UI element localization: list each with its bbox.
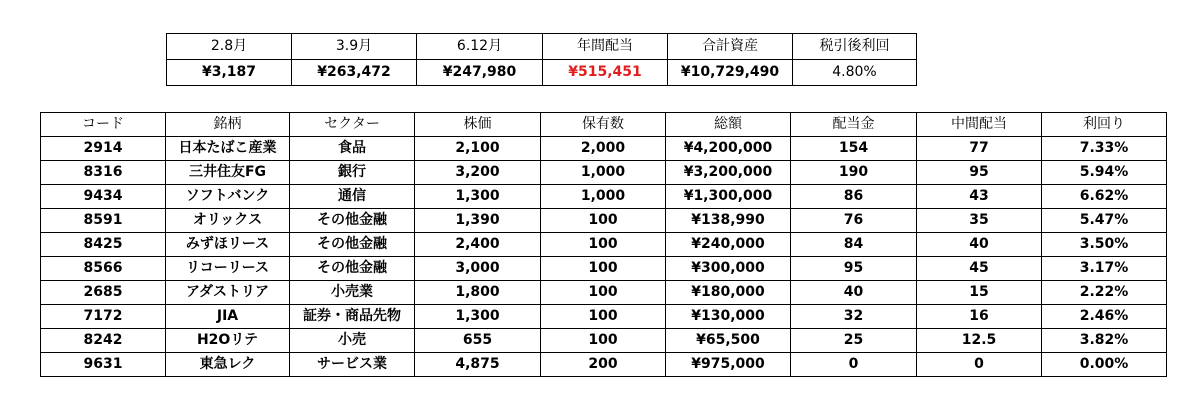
name-cell: 日本たばこ産業 [166, 137, 290, 161]
shares-cell: 100 [541, 329, 666, 353]
sector-cell: その他金融 [290, 233, 415, 257]
name-cell: みずほリース [166, 233, 290, 257]
summary-header-cell: 税引後利回 [793, 34, 917, 60]
price-cell: 1,300 [415, 305, 541, 329]
table-row [41, 329, 1167, 353]
yield-cell: 2.22% [1042, 281, 1167, 305]
table-row [41, 209, 1167, 233]
column-header: 利回り [1042, 113, 1167, 137]
summary-header-cell: 6.12月 [417, 34, 543, 60]
code-cell: 8566 [41, 257, 166, 281]
code-cell: 8242 [41, 329, 166, 353]
table-row [41, 137, 1167, 161]
name-cell: オリックス [166, 209, 290, 233]
column-header: 株価 [415, 113, 541, 137]
name-cell: リコーリース [166, 257, 290, 281]
code-cell: 7172 [41, 305, 166, 329]
interim-dividend-cell: 40 [917, 233, 1042, 257]
yield-cell: 6.62% [1042, 185, 1167, 209]
shares-cell: 100 [541, 209, 666, 233]
column-header: セクター [290, 113, 415, 137]
interim-dividend-cell: 0 [917, 353, 1042, 377]
interim-dividend-cell: 12.5 [917, 329, 1042, 353]
yield-cell: 7.33% [1042, 137, 1167, 161]
interim-dividend-cell: 43 [917, 185, 1042, 209]
feb-aug-dividend: ¥3,187 [167, 60, 292, 86]
interim-dividend-cell: 45 [917, 257, 1042, 281]
interim-dividend-cell: 95 [917, 161, 1042, 185]
dividend-cell: 154 [791, 137, 917, 161]
code-cell: 8316 [41, 161, 166, 185]
total-cell: ¥3,200,000 [666, 161, 791, 185]
yield-cell: 0.00% [1042, 353, 1167, 377]
table-row [41, 305, 1167, 329]
shares-cell: 100 [541, 305, 666, 329]
yield-cell: 5.94% [1042, 161, 1167, 185]
sector-cell: 通信 [290, 185, 415, 209]
name-cell: H2Oリテ [166, 329, 290, 353]
price-cell: 3,000 [415, 257, 541, 281]
summary-value-row [167, 60, 917, 86]
shares-cell: 100 [541, 257, 666, 281]
total-cell: ¥975,000 [666, 353, 791, 377]
code-cell: 2914 [41, 137, 166, 161]
shares-cell: 100 [541, 281, 666, 305]
interim-dividend-cell: 16 [917, 305, 1042, 329]
dividend-cell: 86 [791, 185, 917, 209]
price-cell: 2,100 [415, 137, 541, 161]
shares-cell: 1,000 [541, 185, 666, 209]
total-cell: ¥180,000 [666, 281, 791, 305]
sector-cell: 銀行 [290, 161, 415, 185]
annual-dividend: ¥515,451 [543, 60, 668, 86]
summary-header-row [167, 34, 917, 60]
column-header: 配当金 [791, 113, 917, 137]
table-row [41, 281, 1167, 305]
shares-cell: 200 [541, 353, 666, 377]
after-tax-yield: 4.80% [793, 60, 917, 86]
column-header: コード [41, 113, 166, 137]
code-cell: 8425 [41, 233, 166, 257]
summary-table [166, 33, 917, 86]
table-row [41, 161, 1167, 185]
total-cell: ¥300,000 [666, 257, 791, 281]
mar-sep-dividend: ¥263,472 [292, 60, 417, 86]
column-header: 保有数 [541, 113, 666, 137]
yield-cell: 5.47% [1042, 209, 1167, 233]
total-cell: ¥138,990 [666, 209, 791, 233]
dividend-cell: 32 [791, 305, 917, 329]
table-row [41, 353, 1167, 377]
sector-cell: 食品 [290, 137, 415, 161]
code-cell: 9434 [41, 185, 166, 209]
price-cell: 655 [415, 329, 541, 353]
yield-cell: 3.82% [1042, 329, 1167, 353]
dividend-cell: 190 [791, 161, 917, 185]
summary-header-cell: 年間配当 [543, 34, 668, 60]
name-cell: JIA [166, 305, 290, 329]
table-row [41, 185, 1167, 209]
price-cell: 1,800 [415, 281, 541, 305]
name-cell: 東急レク [166, 353, 290, 377]
total-cell: ¥240,000 [666, 233, 791, 257]
dividend-cell: 40 [791, 281, 917, 305]
shares-cell: 2,000 [541, 137, 666, 161]
summary-header-cell: 3.9月 [292, 34, 417, 60]
summary-header-cell: 2.8月 [167, 34, 292, 60]
price-cell: 4,875 [415, 353, 541, 377]
sector-cell: 小売 [290, 329, 415, 353]
sector-cell: 小売業 [290, 281, 415, 305]
yield-cell: 2.46% [1042, 305, 1167, 329]
sector-cell: 証券・商品先物 [290, 305, 415, 329]
holdings-table [40, 112, 1167, 377]
total-cell: ¥4,200,000 [666, 137, 791, 161]
dividend-cell: 0 [791, 353, 917, 377]
code-cell: 2685 [41, 281, 166, 305]
holdings-body [41, 137, 1167, 377]
shares-cell: 1,000 [541, 161, 666, 185]
yield-cell: 3.50% [1042, 233, 1167, 257]
dividend-cell: 76 [791, 209, 917, 233]
total-cell: ¥130,000 [666, 305, 791, 329]
table-row [41, 257, 1167, 281]
yield-cell: 3.17% [1042, 257, 1167, 281]
column-header: 銘柄 [166, 113, 290, 137]
dividend-cell: 25 [791, 329, 917, 353]
price-cell: 2,400 [415, 233, 541, 257]
jun-dec-dividend: ¥247,980 [417, 60, 543, 86]
name-cell: ソフトバンク [166, 185, 290, 209]
shares-cell: 100 [541, 233, 666, 257]
code-cell: 8591 [41, 209, 166, 233]
dividend-cell: 84 [791, 233, 917, 257]
table-row [41, 233, 1167, 257]
total-assets: ¥10,729,490 [668, 60, 793, 86]
name-cell: 三井住友FG [166, 161, 290, 185]
price-cell: 1,300 [415, 185, 541, 209]
holdings-header-row [41, 113, 1167, 137]
dividend-cell: 95 [791, 257, 917, 281]
total-cell: ¥65,500 [666, 329, 791, 353]
price-cell: 3,200 [415, 161, 541, 185]
column-header: 中間配当 [917, 113, 1042, 137]
column-header: 総額 [666, 113, 791, 137]
interim-dividend-cell: 77 [917, 137, 1042, 161]
summary-header-cell: 合計資産 [668, 34, 793, 60]
code-cell: 9631 [41, 353, 166, 377]
price-cell: 1,390 [415, 209, 541, 233]
interim-dividend-cell: 15 [917, 281, 1042, 305]
interim-dividend-cell: 35 [917, 209, 1042, 233]
sector-cell: その他金融 [290, 209, 415, 233]
name-cell: アダストリア [166, 281, 290, 305]
total-cell: ¥1,300,000 [666, 185, 791, 209]
sector-cell: その他金融 [290, 257, 415, 281]
sector-cell: サービス業 [290, 353, 415, 377]
